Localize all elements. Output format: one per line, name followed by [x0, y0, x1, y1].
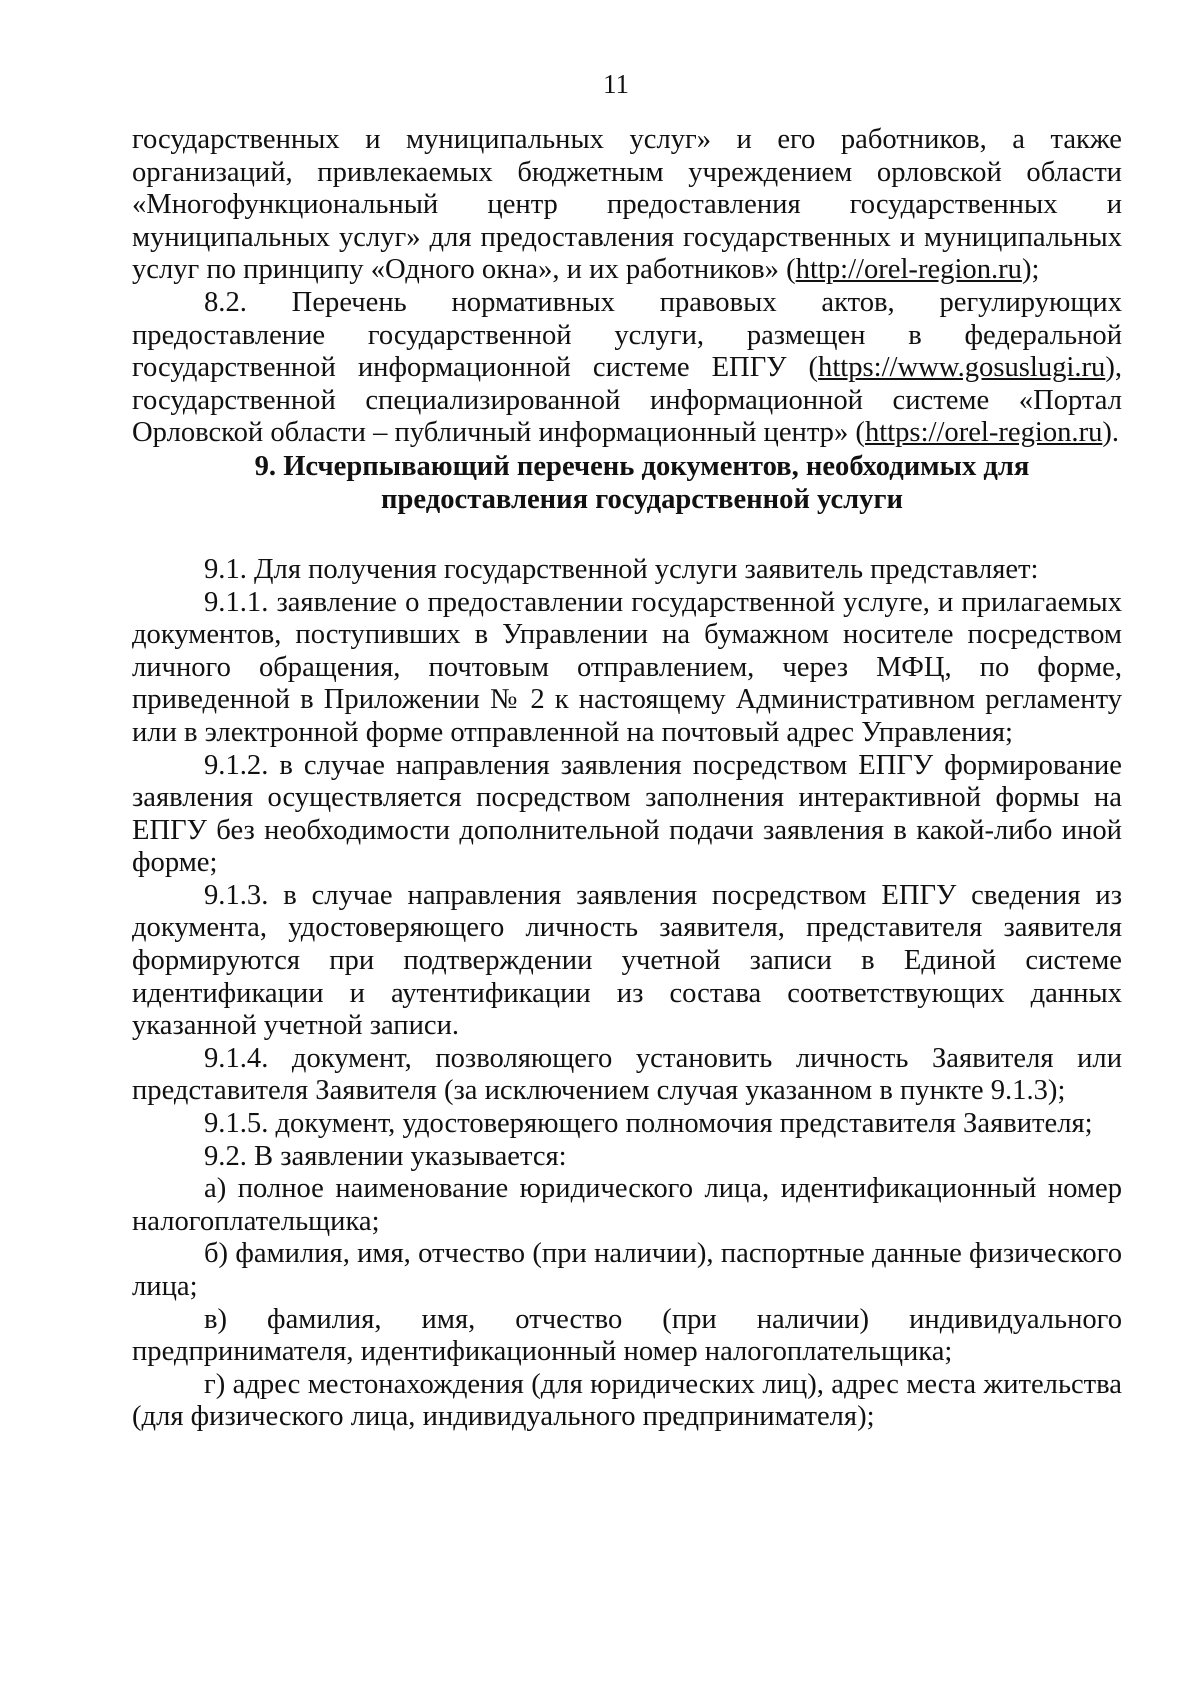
link-gosuslugi[interactable]: https://www.gosuslugi.ru [818, 352, 1106, 384]
paragraph-9-1: 9.1. Для получения государственной услуги заявитель представляет: [204, 553, 1039, 585]
page-number: 11 [603, 69, 629, 99]
text-segment: государственных и муниципальных услуг» и его работников, а также организаций, привлекаемых бюджетным учреждением орловской области «Многофункциональный центр предоставления государственных и муниципальных услуг» для предоставления государственных и муниципальных услуг по принципу «Одного окна», и их работников» ( [132, 124, 1122, 286]
text-segment: ); [1021, 254, 1040, 286]
paragraph-9-1-5: 9.1.5. документ, удостоверяющего полномочия представителя Заявителя; [204, 1108, 1093, 1140]
paragraph-9-2-b: б) фамилия, имя, отчество (при наличии), паспортные данные физического лица; [132, 1238, 1122, 1302]
paragraph-9-2: 9.2. В заявлении указывается: [204, 1140, 567, 1172]
text-segment: 8.2. Перечень нормативных правовых актов, регулирующих предоставление государственной услуги, размещен в федеральной государственной информационной системе ЕПГУ ( [132, 286, 1122, 384]
link-orel-region-https[interactable]: https://orel-region.ru [864, 417, 1103, 449]
link-orel-region[interactable]: http://orel-region.ru [795, 254, 1022, 286]
paragraph-8-1-continuation [132, 124, 1122, 287]
paragraph-9-2-a: а) полное наименование юридического лица, идентификационный номер налогоплательщика; [132, 1173, 1122, 1237]
paragraph-9-1-1: 9.1.1. заявление о предоставлении государственной услуге, и прилагаемых документов, поступивших в Управлении на бумажном носителе посредством личного обращения, почтовым отправлением, через МФЦ, по форме, приведенной в Приложении № 2 к настоящему Административном регламенту или в электронной форме отправленной на почтовый адрес Управления; [132, 586, 1122, 748]
section-9-heading: 9. Исчерпывающий перечень документов, необходимых для предоставления государственной услуги [254, 450, 1030, 515]
text-segment: ), государственной специализированной информационной системе «Портал Орловской области – публичный информационный центр» ( [132, 352, 1122, 449]
paragraph-8-2 [132, 287, 1122, 450]
document-body [132, 124, 1122, 1434]
text-segment: ). [1102, 417, 1120, 449]
paragraph-9-2-g: г) адрес местонахождения (для юридических лиц), адрес места жительства (для физического лица, индивидуального предпринимателя); [132, 1368, 1122, 1433]
paragraph-9-1-2: 9.1.2. в случае направления заявления посредством ЕПГУ формирование заявления осуществляется посредством заполнения интерактивной формы на ЕПГУ без необходимости дополнительной подачи заявления в какой-либо иной форме; [132, 749, 1122, 879]
paragraph-9-2-v: в) фамилия, имя, отчество (при наличии) индивидуального предпринимателя, идентификационный номер налогоплательщика; [132, 1303, 1122, 1368]
paragraph-9-1-3: 9.1.3. в случае направления заявления посредством ЕПГУ сведения из документа, удостоверяющего личность заявителя, представителя заявителя формируются при подтверждении учетной записи в Единой системе идентификации и аутентификации из состава соответствующих данных указанной учетной записи. [132, 879, 1122, 1042]
paragraph-9-1-4: 9.1.4. документ, позволяющего установить личность Заявителя или представителя Заявителя (за исключением случая указанном в пункте 9.1.3); [132, 1042, 1122, 1107]
